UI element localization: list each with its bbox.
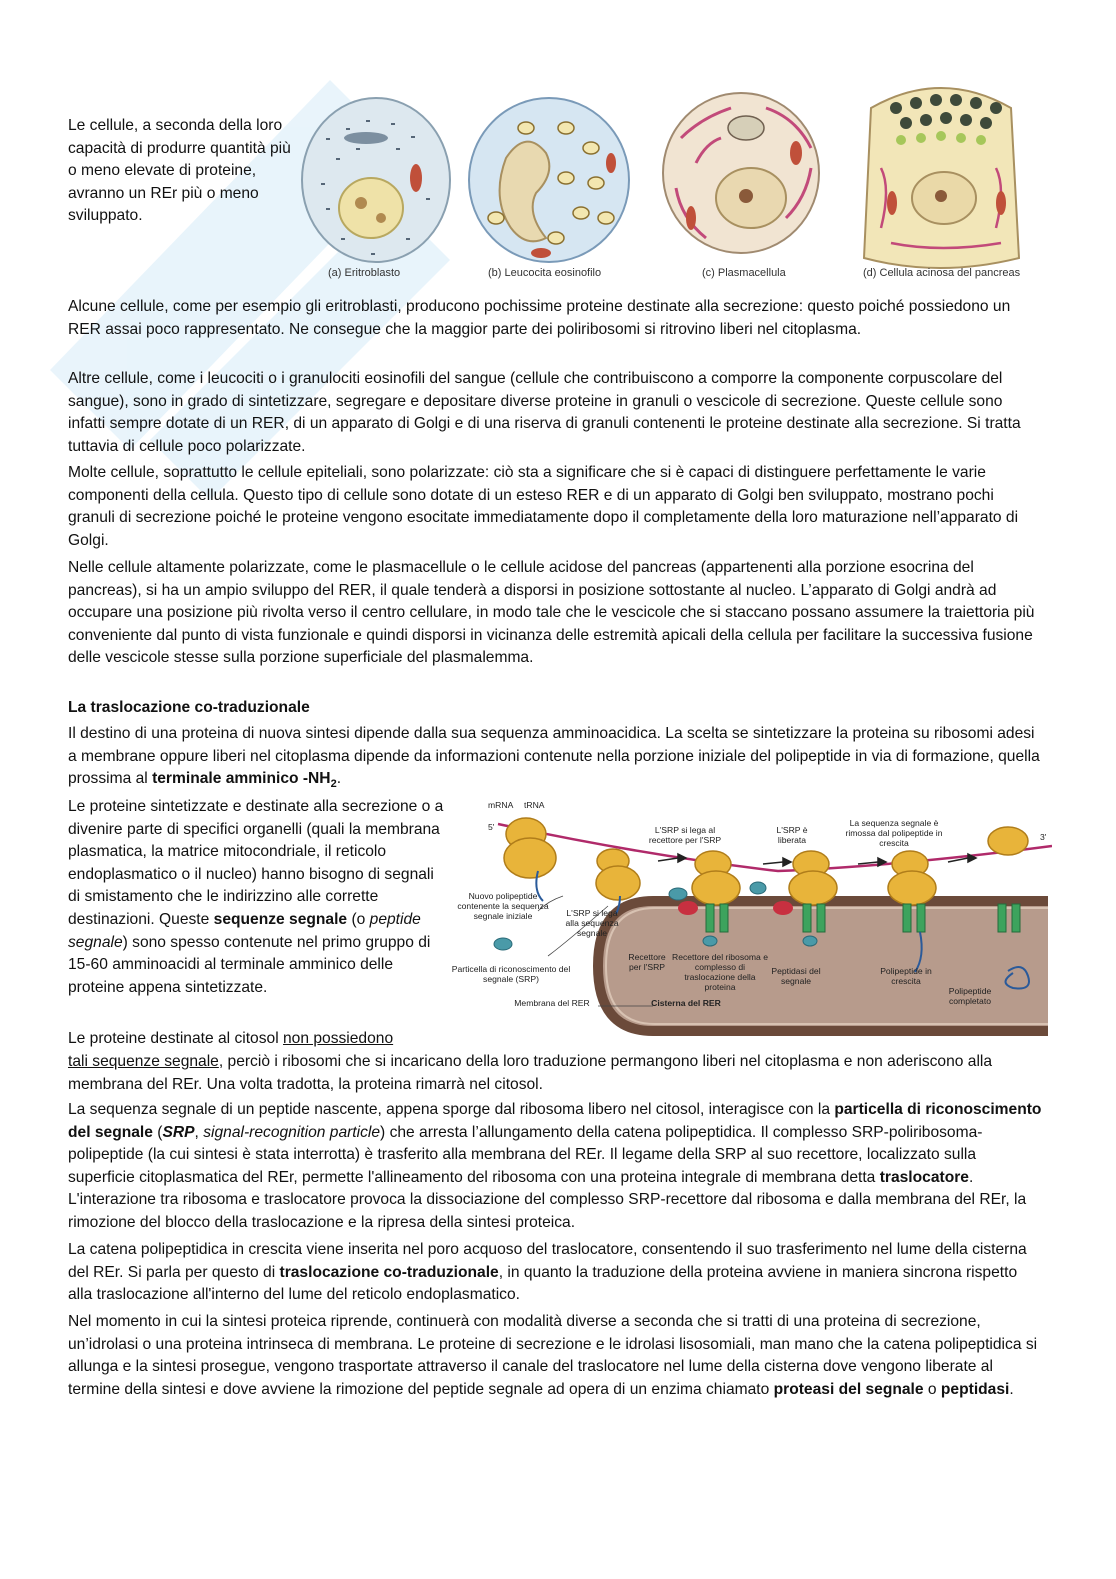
srp-label-translocation-complex: Recettore del ribosoma e complesso di traslocazione della proteina — [671, 952, 768, 992]
srp-label-srp-particle: Particella di riconoscimento del segnale (SRP) — [451, 964, 571, 984]
srp-label-new-polypeptide: Nuovo polipeptide contenente la sequenza segnale iniziale — [457, 891, 549, 921]
p3-text-a: Le proteine destinate al citosol — [68, 1030, 283, 1047]
p2-bold: sequenze segnale — [213, 910, 348, 928]
p6-text-a: Nel momento in cui la sintesi proteica riprende, continuerà con modalità diverse a seconda che si tratti di una proteina di secrezione, un’idrolasi o una proteina intrinseca di membrana. Le proteine di secrezione e le idrolasi lisosomiali, man mano che la catena polipeptidica si allunga e la sintesi prosegue, vengono trasportate attraverso il canale del traslocatore nel lume della cisterna dove vengono liberate al termine della sintesi e dove avviene la rimozione del peptide segnale ad opera di un enzima chiamato — [68, 1313, 1038, 1398]
figure-label-c: (c) Plasmacellula — [702, 267, 786, 279]
intro-text: Le cellule, a seconda della loro capacità di produrre quantità più o meno elevate di proteine, avranno un REr più o meno sviluppato. — [68, 117, 291, 225]
p1-bold: terminale amminico -NH — [152, 770, 331, 788]
paragraph-2: Altre cellule, come i leucociti o i granulociti eosinofili del sangue (cellule che contribuiscono a comporre la componente corpuscolare del sangue), sono in grado di sintetizzare, segregare e depositare diverse proteine in granuli o vescicole di secrezione. Queste cellule sono infatti sempre dotate di un RER, di un apparato di Golgi e di una riserva di granuli contenenti le proteine destinate alla secrezione. Si tratta tuttavia di cellule poco polarizzate. — [68, 370, 1021, 455]
srp-label-completed-polypeptide: Polipeptide completato — [948, 986, 992, 1006]
p4-text-g: ) che arresta l’allungamento della catena polipeptidica. Il complesso SRP-poliribosoma-polipeptide (la cui sintesi è stata interrotta) è trasferito alla membrana del REr. Il legame della SRP al suo recettore, localizzato sulla superficie citoplasmatica del REr, permette l'allineamento del ribosoma con una proteina integrale di membrana detta — [68, 1123, 983, 1186]
p4-bold-srp-name: particella di riconoscimento del segnale — [68, 1101, 1042, 1141]
srp-label-rer-membrane: Membrana del RER — [514, 998, 590, 1008]
section-heading: La traslocazione co-traduzionale — [68, 699, 310, 716]
figure-label-b: (b) Leucocita eosinofilo — [488, 267, 602, 279]
srp-label-signal-peptidase: Peptidasi del segnale — [771, 966, 821, 986]
p4-text-c: ( — [152, 1123, 163, 1141]
p1-text-c: . — [336, 770, 342, 788]
p2-text-c: (o — [347, 910, 370, 928]
acinosa-cell — [864, 88, 1019, 268]
p2-text-e: ) sono spesso contenute nel primo gruppo di 15-60 amminoacidi al terminale amminico delle proteine appena sintetizzate. — [68, 933, 431, 996]
section-paragraph-4 — [68, 1099, 1043, 1235]
section-paragraph-6 — [68, 1311, 1043, 1401]
p2-italic: peptide segnale — [68, 910, 421, 951]
p4-text-i: . L'interazione tra ribosoma e traslocatore provoca la dissociazione del complesso SRP-recettore dal ribosoma e dalla membrana del REr, la rimozione del blocco della traslocazione e la ripresa della sintesi proteica. — [68, 1168, 1027, 1231]
paragraph-3: Molte cellule, soprattutto le cellule epiteliali, sono polarizzate: ciò sta a significare che si è capaci di distinguere perfettamente le varie componenti della cellula. Questo tipo di cellule sono dotate di un esteso RER e di un apparato di Golgi ben sviluppato, mostrano pochi granuli di secrezione poiché le proteine vengono esocitate immediatamente dopo il completamente della loro maturazione nell’apparato di Golgi. — [68, 464, 1019, 549]
p4-text-a: La sequenza segnale di un peptide nascente, appena sporge dal ribosoma libero nel citosol, interagisce con la — [68, 1101, 835, 1118]
srp-label-srp-binds-receptor: L'SRP si lega al recettore per l'SRP — [648, 825, 722, 845]
p4-srp-abbrev: SRP — [162, 1123, 195, 1141]
srp-label-5prime: 5' — [488, 822, 495, 832]
p3-text-b: , perciò i ribosomi che si incaricano della loro traduzione permangono liberi nel citoplasma e non aderiscono alla membrana del REr. Una volta tradotta, la proteina rimarrà nel citosol. — [68, 1053, 993, 1093]
p6-bold-peptidasi: peptidasi — [940, 1380, 1010, 1398]
paragraph-4: Nelle cellule altamente polarizzate, come le plasmacellule o le cellule acidose del pancreas (appartenenti alla porzione esocrina del pancreas), si ha un ampio sviluppo del RER, il quale tenderà a disporsi in posizione sottostante al nucleo. L’apparato di Golgi andrà ad occupare una posizione più rivolta verso il centro cellulare, in modo tale che le vescicole che si staccano possano assumere la traiettoria più conveniente dal punto di vista funzionale e quindi disporsi in vicinanza delle estremità apicali della cellula per facilitare la successiva fusione delle vescicole stesse sulla porzione superficiale del plasmalemma. — [68, 559, 1035, 667]
p1-subscript: 2 — [330, 778, 337, 791]
section-paragraph-5 — [68, 1239, 1043, 1307]
p1-text-a: Il destino di una proteina di nuova sintesi dipende dalla sua sequenza amminoacidica. La scelta se sintetizzare la proteina su ribosomi adesi a membrane oppure liberi nel citoplasma dipende da informazioni contenute nella porzione iniziale del polipeptide in via di formazione, quella prossima al — [68, 725, 1040, 788]
p6-text-e: . — [1009, 1380, 1014, 1398]
eosinofilo-cell — [469, 98, 629, 262]
figure-label-a: (a) Eritroblasto — [328, 267, 401, 279]
section-paragraph-3 — [68, 1051, 1043, 1096]
eritroblasto-cell — [302, 98, 450, 262]
srp-label-3prime: 3' — [1040, 832, 1047, 842]
p5-bold: traslocazione co-traduzionale — [279, 1263, 499, 1281]
cells-figure — [296, 68, 1041, 286]
srp-label-signal-removed: La sequenza segnale è rimossa dal polipeptide in crescita — [845, 818, 943, 848]
p3-underline-1: non possiedono — [283, 1030, 394, 1047]
srp-label-growing-polypeptide: Polipeptide in crescita — [880, 966, 932, 986]
p5-text-a: La catena polipeptidica in crescita viene inserita nel poro acquoso del traslocatore, consentendo il suo trasferimento nel lume della cisterna del REr. Si parla per questo di — [68, 1241, 1027, 1281]
srp-label-srp-binds-signal: L'SRP si lega alla sequenza segnale — [565, 908, 619, 938]
p2-text-a: Le proteine sintetizzate e destinate alla secrezione o a divenire parte di specifici organelli (quali la membrana plasmatica, la matrice mitocondriale, il reticolo endoplasmatico o il nucleo) hanno bisogno di segnali di smistamento che le indirizzino alle corrette destinazioni. Queste — [68, 798, 444, 928]
paragraph-1: Alcune cellule, come per esempio gli eritroblasti, producono pochissime proteine destinate alla secrezione: questo poiché possiedono un RER assai poco rappresentato. Ne consegue che la maggior parte dei poliribosomi si ritrovino liberi nel citoplasma. — [68, 298, 1011, 338]
figure-label-d: (d) Cellula acinosa del pancreas — [863, 267, 1021, 279]
section-paragraph-3-line1 — [68, 1028, 444, 1051]
srp-label-trna: tRNA — [524, 800, 545, 810]
p4-italic-english: signal-recognition particle — [203, 1123, 381, 1141]
section-paragraph-1 — [68, 723, 1043, 796]
p6-text-c: o — [923, 1380, 941, 1398]
section-paragraph-2 — [68, 796, 444, 999]
srp-label-srp-released: L'SRP è liberata — [776, 825, 808, 845]
p4-text-e: , — [194, 1123, 204, 1141]
srp-label-rer-cisterna: Cisterna del RER — [651, 998, 721, 1008]
srp-label-srp-receptor: Recettore per l'SRP — [628, 952, 666, 972]
p3-underline-2: tali sequenze segnale — [68, 1053, 219, 1070]
p5-text-c: , in quanto la traduzione della proteina avviene in maniera sincrona rispetto alla traslocazione all'interno del lume del reticolo endoplasmatico. — [68, 1263, 1018, 1304]
plasmacellula-cell — [663, 93, 819, 253]
p4-bold-traslocatore: traslocatore — [879, 1168, 969, 1186]
p6-bold-proteasi: proteasi del segnale — [773, 1380, 924, 1398]
srp-label-mrna: mRNA — [488, 800, 514, 810]
